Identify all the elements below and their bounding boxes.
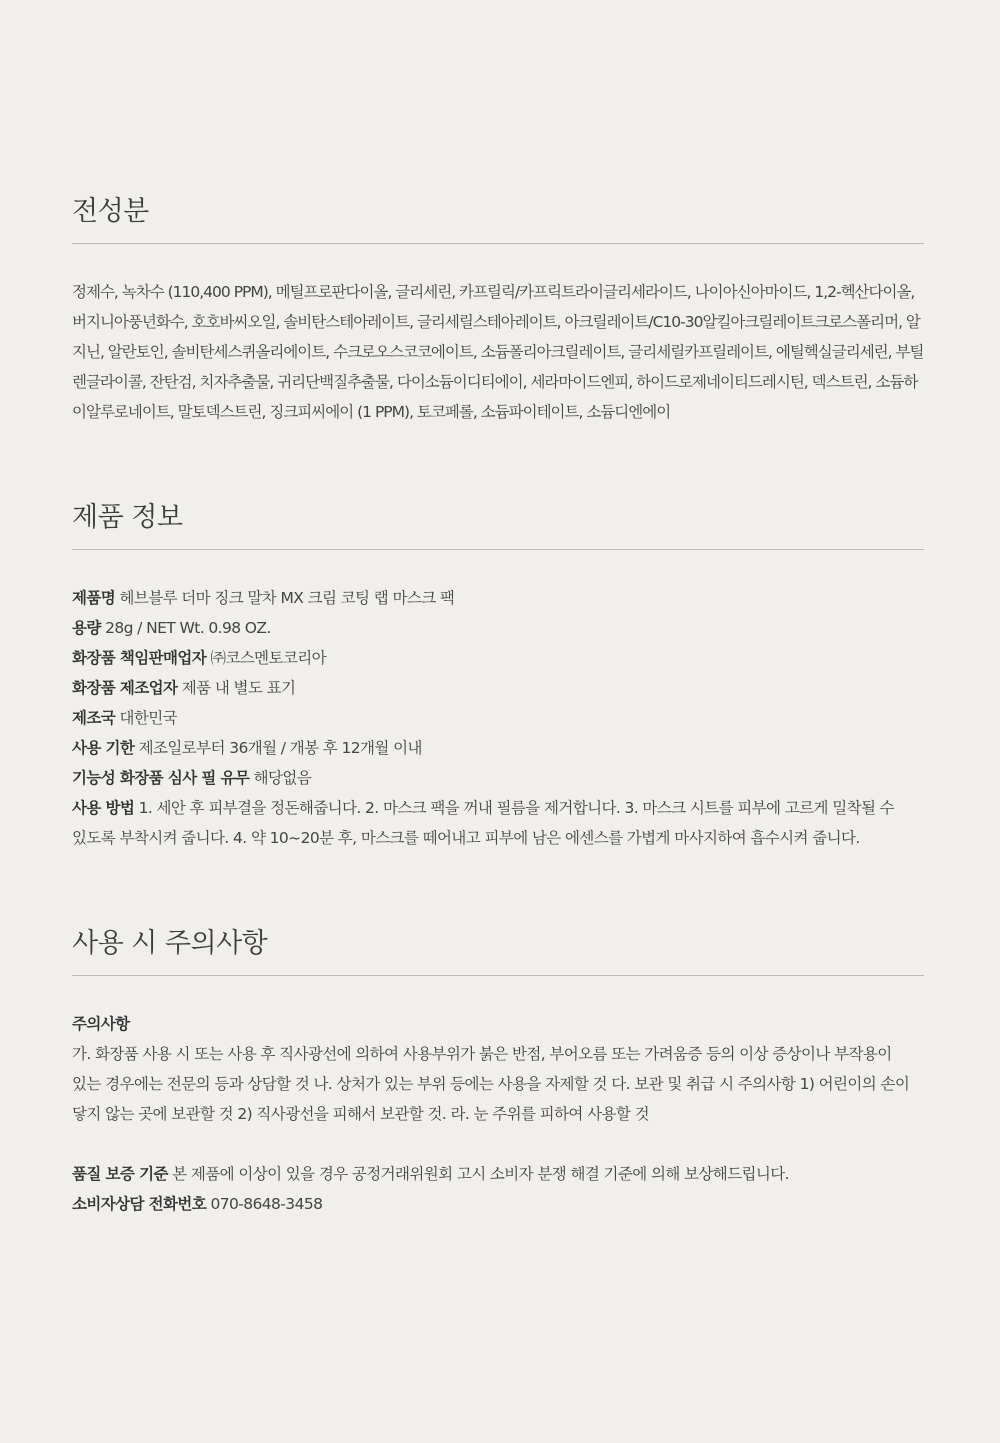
info-row-functional: 기능성 화장품 심사 필 유무 해당없음 <box>72 769 312 787</box>
product-info-list <box>72 583 924 853</box>
ingredients-section <box>72 194 924 421</box>
cautions-text: 가. 화장품 사용 시 또는 사용 후 직사광선에 의하여 사용부위가 붉은 반점, 부어오름 또는 가려움증 등의 이상 증상이나 부작용이 있는 경우에는 전문의 등과 상담할 것 나. 상처가 있는 부위 등에는 사용을 자제할 것 다. 보관 및 취급 시 주의사항 1) 어린이의 손이 닿지 않는 곳에 보관할 것 2) 직사광선을 피해서 보관할 것. 라. 눈 주위를 피하여 사용할 것 <box>72 1045 910 1123</box>
cautions-subheading: 주의사항 <box>72 1015 130 1033</box>
cautions-heading: 사용 시 주의사항 <box>72 928 268 959</box>
ingredients-heading: 전성분 <box>72 196 149 227</box>
info-row-manufacturer: 화장품 제조업자 제품 내 별도 표기 <box>72 679 296 697</box>
cautions-section <box>72 926 924 1213</box>
ingredients-list: 정제수, 녹차수 (110,400 PPM), 메틸프로판다이올, 글리세린, 카프릴릭/카프릭트라이글리세라이드, 나이아신아마이드, 1,2-헥산다이올, 버지니아풍년화수, 호호바씨오일, 솔비탄스테아레이트, 글리세릴스테아레이트, 아크릴레이트/C10-30알킬아크릴레이트크로스폴리머, 알지닌, 알란토인, 솔비탄세스퀴올리에이트, 수크로오스코코에이트, 소듐폴리아크릴레이트, 글리세릴카프릴레이트, 에틸헥실글리세린, 부틸렌글라이콜, 잔탄검, 치자추출물, 귀리단백질추출물, 다이소듐이디티에이, 세라마이드엔피, 하이드로제네이티드레시틴, 덱스트린, 소듐하이알루로네이트, 말토덱스트린, 징크피씨에이 (1 PPM), 토코페롤, 소듐파이테이트, 소듐디엔에이 <box>72 283 924 421</box>
cautions-divider <box>72 975 924 976</box>
ingredients-divider <box>72 243 924 244</box>
info-row-expiry: 사용 기한 제조일로부터 36개월 / 개봉 후 12개월 이내 <box>72 739 422 757</box>
consumer-phone: 소비자상담 전화번호 070-8648-3458 <box>72 1195 323 1213</box>
product-info-divider <box>72 549 924 550</box>
quality-guarantee: 품질 보증 기준 본 제품에 이상이 있을 경우 공정거래위원회 고시 소비자 분쟁 해결 기준에 의해 보상해드립니다. <box>72 1165 789 1183</box>
info-row-usage: 사용 방법 1. 세안 후 피부결을 정돈해줍니다. 2. 마스크 팩을 꺼내 필름을 제거합니다. 3. 마스크 시트를 피부에 고르게 밀착될 수 있도록 부착시켜 줍니다. 4. 약 10~20분 후, 마스크를 떼어내고 피부에 남은 에센스를 가볍게 마사지하여 흡수시켜 줍니다. <box>72 799 895 847</box>
spacer <box>72 1129 924 1159</box>
product-info-heading: 제품 정보 <box>72 502 183 533</box>
cautions-body <box>72 1009 924 1219</box>
info-row-volume: 용량 28g / NET Wt. 0.98 OZ. <box>72 619 271 637</box>
product-info-section <box>72 500 924 847</box>
info-row-distributor: 화장품 책임판매업자 ㈜코스멘토코리아 <box>72 649 326 667</box>
info-row-country: 제조국 대한민국 <box>72 709 177 727</box>
info-row-product-name: 제품명 헤브블루 더마 징크 말차 MX 크림 코팅 랩 마스크 팩 <box>72 589 455 607</box>
